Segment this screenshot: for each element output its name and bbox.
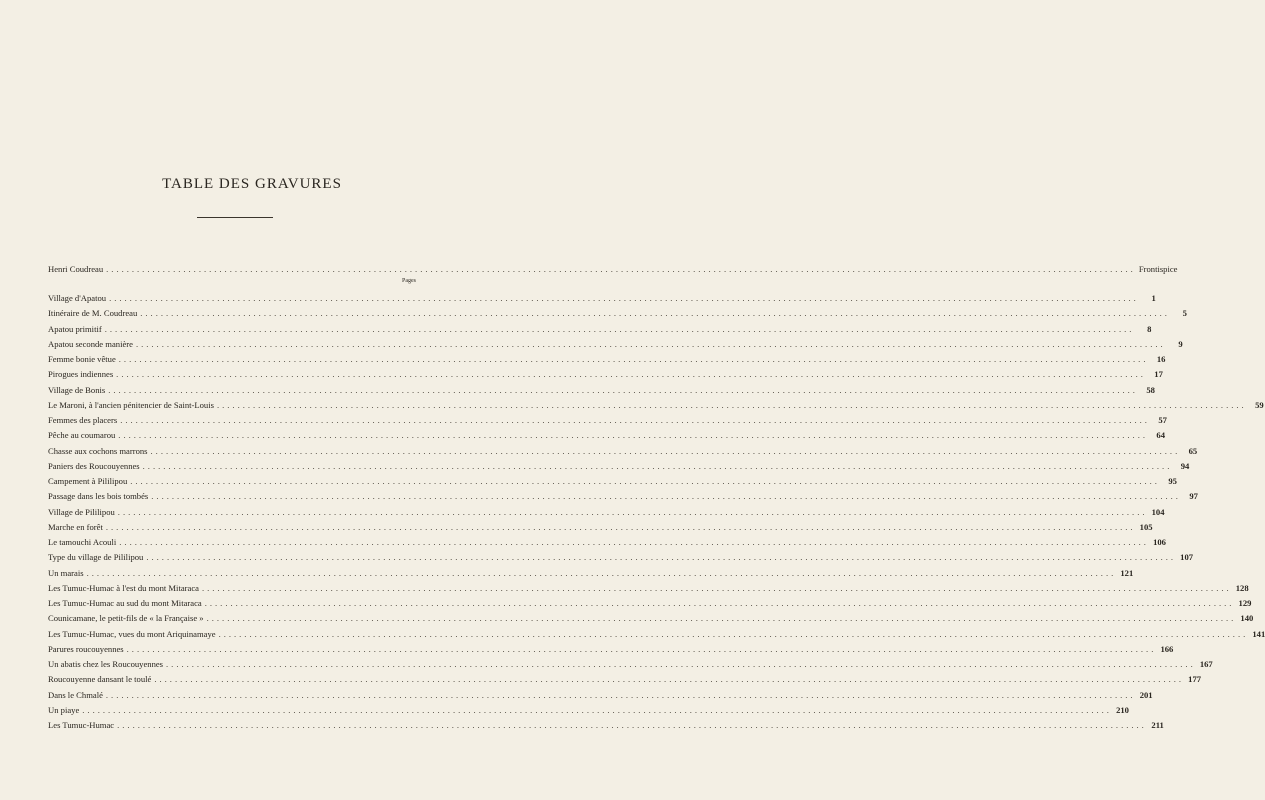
- entry-page: 140: [1240, 613, 1254, 624]
- leader-dots: ........................................................................................................................................................................................................: [130, 476, 1160, 486]
- entry-page: 58: [1146, 384, 1155, 395]
- entry-label: Passage dans les bois tombés: [48, 491, 149, 502]
- page-title: TABLE DES GRAVURES: [162, 176, 342, 192]
- entry-page: 17: [1154, 369, 1163, 380]
- pages-column-header: Pages: [402, 278, 416, 284]
- entry-label: Un marais: [48, 567, 84, 578]
- toc-entry: [48, 291, 1156, 305]
- entry-page: 57: [1158, 415, 1167, 425]
- entry-label: Parures roucouyennes: [48, 643, 124, 654]
- leader-dots: ........................................................................................................................................................................................................: [166, 659, 1196, 669]
- toc-entry: [48, 581, 1249, 595]
- toc-entry: [48, 428, 1165, 442]
- toc-entry: [48, 337, 1183, 351]
- entry-page: 201: [1139, 689, 1153, 700]
- leader-dots: ........................................................................................................................................................................................................: [116, 369, 1146, 380]
- leader-dots: ........................................................................................................................................................................................................: [118, 430, 1148, 441]
- leader-dots: ........................................................................................................................................................................................................: [140, 308, 1170, 319]
- entry-label: Les Tumuc-Humac au sud du mont Mitaraca: [48, 598, 202, 608]
- leader-dots: ........................................................................................................................................................................................................: [82, 704, 1112, 715]
- entry-label: Campement à Pililipou: [48, 476, 128, 486]
- leader-dots: ........................................................................................................................................................................................................: [104, 323, 1135, 334]
- entry-label: Type du village de Pililipou: [48, 552, 144, 563]
- leader-dots: ........................................................................................................................................................................................................: [118, 354, 1149, 364]
- toc-entry: [48, 367, 1163, 381]
- leader-dots: ........................................................................................................................................................................................................: [154, 674, 1185, 685]
- toc-entry: [48, 642, 1174, 656]
- leader-dots: ........................................................................................................................................................................................................: [206, 613, 1237, 624]
- toc-entry: [48, 322, 1152, 336]
- entry-page: 105: [1139, 521, 1153, 532]
- entry-label: Un piaye: [48, 704, 80, 715]
- toc-entry: [48, 596, 1252, 610]
- entry-page: 129: [1238, 598, 1252, 608]
- entry-page: 128: [1235, 582, 1249, 593]
- leader-dots: ........................................................................................................................................................................................................: [146, 552, 1177, 563]
- leader-dots: ........................................................................................................................................................................................................: [105, 521, 1136, 532]
- entry-page: 210: [1116, 704, 1129, 715]
- entry-label: Femme bonie vêtue: [48, 354, 116, 364]
- leader-dots: ........................................................................................................................................................................................................: [117, 506, 1148, 517]
- entry-page: 59: [1255, 399, 1264, 410]
- entry-label: Le Maroni, à l'ancien pénitencier de Saint-Louis: [48, 399, 214, 410]
- leader-dots: ........................................................................................................................................................................................................: [120, 415, 1150, 425]
- toc-entry: [48, 398, 1264, 412]
- toc-entry: [48, 520, 1153, 534]
- toc-entry: [48, 672, 1202, 686]
- toc-entry: [48, 459, 1190, 473]
- entry-page: 121: [1120, 567, 1134, 578]
- entry-page: 64: [1156, 430, 1165, 441]
- leader-dots: ........................................................................................................................................................................................................: [106, 264, 1136, 274]
- entry-page: 106: [1153, 537, 1166, 547]
- toc-entry: [48, 383, 1155, 397]
- leader-dots: ........................................................................................................................................................................................................: [201, 582, 1232, 593]
- toc-entry: [48, 306, 1187, 320]
- leader-dots: ........................................................................................................................................................................................................: [204, 598, 1235, 608]
- toc-entry: [48, 535, 1166, 549]
- toc-entry: [48, 550, 1194, 564]
- entry-label: Counicamane, le petit-fils de « la Française »: [48, 613, 204, 624]
- leader-dots: ........................................................................................................................................................................................................: [150, 445, 1181, 456]
- entry-label: Village de Pililipou: [48, 506, 115, 517]
- entry-page: 1: [1151, 293, 1156, 303]
- entry-label: Dans le Chmalé: [48, 689, 103, 700]
- entry-page: 104: [1151, 506, 1165, 517]
- entry-page: 65: [1188, 445, 1198, 456]
- entry-page: 107: [1180, 552, 1194, 563]
- entry-page: 95: [1168, 476, 1177, 486]
- entry-page: 177: [1188, 674, 1202, 685]
- entry-label: Pirogues indiennes: [48, 369, 114, 380]
- leader-dots: ........................................................................................................................................................................................................: [216, 399, 1247, 410]
- leader-dots: ........................................................................................................................................................................................................: [105, 689, 1136, 700]
- toc-entry: [48, 352, 1166, 366]
- entry-label: Un abatis chez les Roucouyennes: [48, 659, 164, 669]
- leader-dots: ........................................................................................................................................................................................................: [108, 384, 1138, 395]
- leader-dots: ........................................................................................................................................................................................................: [142, 460, 1173, 471]
- toc-entry: [48, 489, 1198, 503]
- leader-dots: ........................................................................................................................................................................................................: [135, 338, 1166, 349]
- entry-label: Apatou primitif: [48, 323, 102, 334]
- toc-entry: [48, 703, 1129, 717]
- leader-dots: ........................................................................................................................................................................................................: [86, 567, 1117, 578]
- entry-label: Henri Coudreau: [48, 264, 104, 274]
- entry-label: Village d'Apatou: [48, 293, 107, 303]
- entry-page: 141: [1252, 628, 1265, 639]
- entry-label: Village de Bonis: [48, 384, 106, 395]
- leader-dots: ........................................................................................................................................................................................................: [117, 720, 1147, 730]
- entry-page: 167: [1199, 659, 1213, 669]
- title-rule: [197, 217, 273, 218]
- entry-page: 211: [1151, 720, 1164, 730]
- toc-entry: [48, 688, 1153, 702]
- leader-dots: ........................................................................................................................................................................................................: [218, 628, 1249, 639]
- entry-label: Marche en forêt: [48, 521, 103, 532]
- entry-label: Pêche au coumarou: [48, 430, 116, 441]
- leader-dots: ........................................................................................................................................................................................................: [151, 491, 1181, 502]
- entry-label: Paniers des Roucouyennes: [48, 460, 140, 471]
- entry-page: 5: [1182, 308, 1187, 319]
- toc-entry: [48, 566, 1134, 580]
- entry-label: Chasse aux cochons marrons: [48, 445, 148, 456]
- entry-page: 94: [1180, 460, 1190, 471]
- toc-entry: [48, 627, 1265, 641]
- toc-entry: [48, 611, 1254, 625]
- entry-page: 97: [1189, 491, 1198, 502]
- toc-entry: [48, 657, 1213, 671]
- leader-dots: ........................................................................................................................................................................................................: [126, 643, 1157, 654]
- entry-label: Femmes des placers: [48, 415, 118, 425]
- entry-label: Les Tumuc-Humac à l'est du mont Mitaraca: [48, 582, 199, 593]
- entry-label: Apatou seconde manière: [48, 338, 133, 349]
- toc-entry: [48, 444, 1198, 458]
- entry-page: 16: [1156, 354, 1166, 364]
- toc-entry: [48, 718, 1164, 732]
- leader-dots: ........................................................................................................................................................................................................: [109, 293, 1139, 303]
- toc-entry: [48, 505, 1165, 519]
- toc-entry: [48, 413, 1167, 427]
- entry-page: 166: [1160, 643, 1174, 654]
- leader-dots: ........................................................................................................................................................................................................: [119, 537, 1149, 547]
- entry-label: Itinéraire de M. Coudreau: [48, 308, 138, 319]
- entry-page: 8: [1147, 323, 1152, 334]
- entry-label: Le tamouchi Acouli: [48, 537, 117, 547]
- entry-label: Roucouyenne dansant le toulé: [48, 674, 152, 685]
- entry-label: Les Tumuc-Humac, vues du mont Ariquinamaye: [48, 628, 216, 639]
- toc-entry: [48, 474, 1177, 488]
- frontispiece-row: [48, 262, 1178, 276]
- entry-page: Frontispice: [1138, 264, 1178, 274]
- entry-label: Les Tumuc-Humac: [48, 720, 115, 730]
- entry-page: 9: [1178, 338, 1183, 349]
